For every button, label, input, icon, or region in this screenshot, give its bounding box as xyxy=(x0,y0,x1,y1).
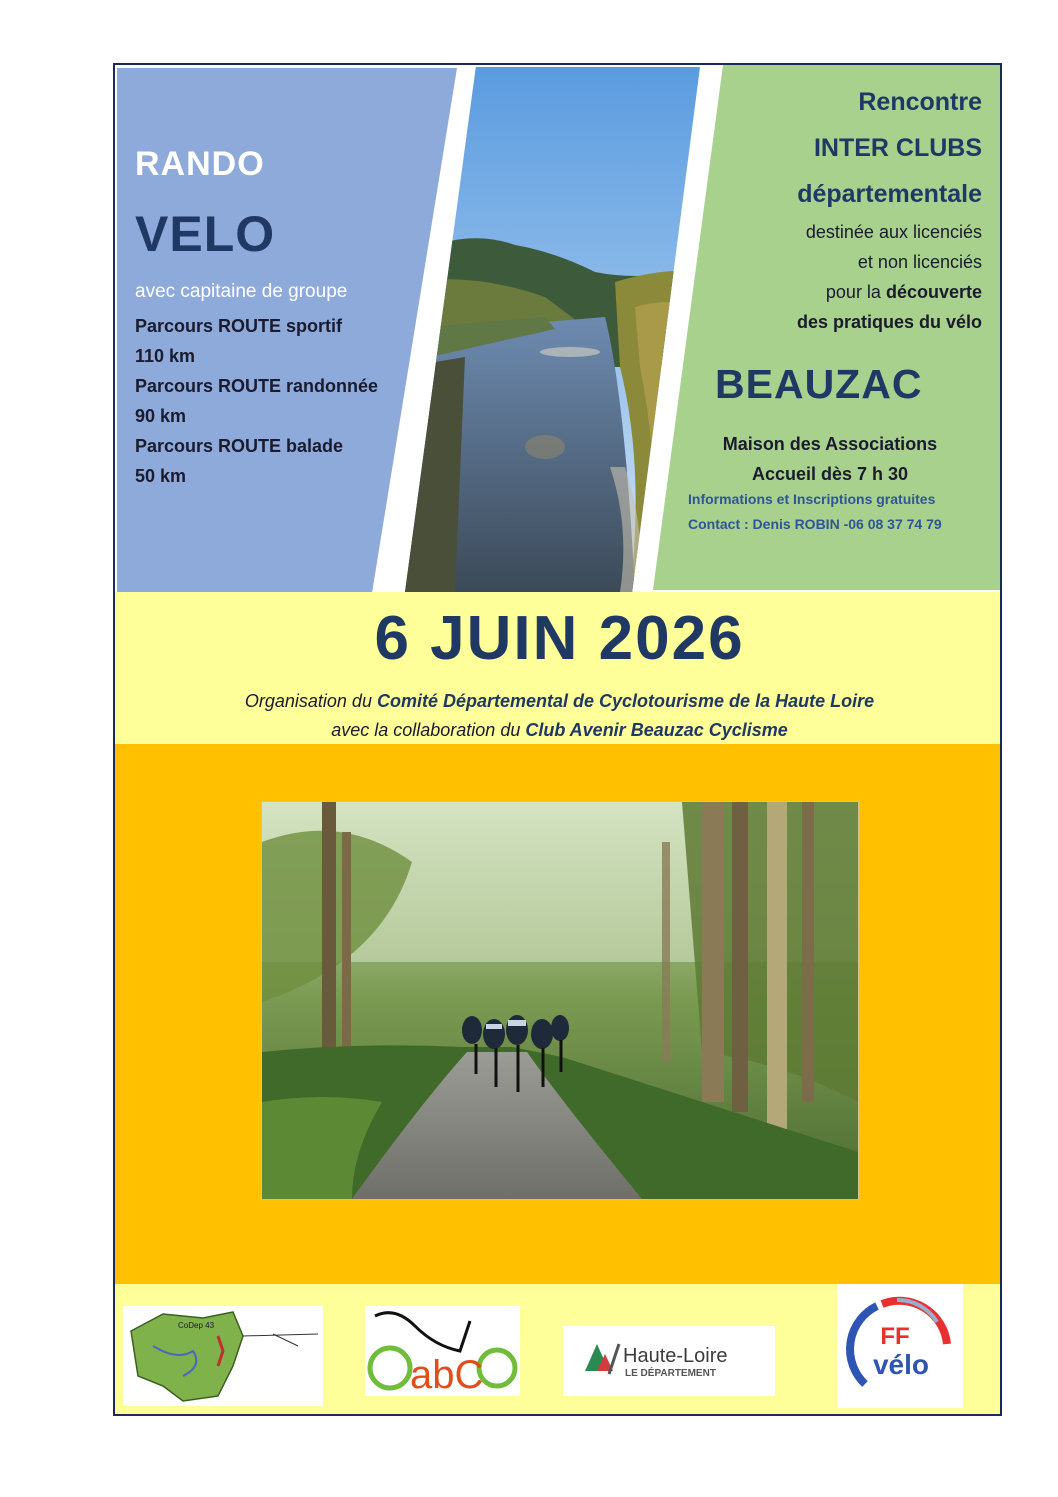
rencontre-heading: Rencontre xyxy=(858,88,982,116)
ffvelo-ff-text: FF xyxy=(880,1323,910,1350)
flyer-frame xyxy=(113,63,1002,1416)
haute-loire-sub: LE DÉPARTEMENT xyxy=(625,1368,716,1379)
organiser-prefix: Organisation du xyxy=(244,691,377,711)
ffvelo-logo xyxy=(837,1284,963,1408)
river-photo xyxy=(405,67,700,592)
ffvelo-emblem-icon xyxy=(837,1284,963,1408)
route-item: 50 km xyxy=(135,466,187,486)
inter-clubs-heading: INTER CLUBS xyxy=(813,134,982,162)
velo-heading: VELO xyxy=(135,206,276,262)
group-captain-text: avec capitaine de groupe xyxy=(135,281,348,302)
venue-details xyxy=(675,429,985,489)
haute-loire-text: Haute-Loire xyxy=(623,1345,728,1367)
collaboration-line xyxy=(115,716,1002,745)
departementale-heading: départementale xyxy=(797,180,982,208)
venue-name: Maison des Associations xyxy=(722,434,938,454)
route-item: Parcours ROUTE randonnée xyxy=(135,376,379,396)
cabc-text: abC xyxy=(410,1353,484,1396)
event-date: 6 JUIN 2026 xyxy=(374,604,745,673)
location-heading: BEAUZAC xyxy=(715,361,923,407)
audience-line: destinée aux licenciés xyxy=(805,222,982,242)
organiser-text xyxy=(115,687,1002,745)
event-description xyxy=(797,79,982,337)
audience-line: et non licenciés xyxy=(857,252,982,272)
haute-loire-mountain-icon xyxy=(563,1326,775,1396)
codep-logo xyxy=(123,1306,323,1406)
discovery-line xyxy=(797,277,982,307)
cyclists-photo xyxy=(261,801,859,1200)
discovery-word: découverte xyxy=(885,282,982,302)
collaboration-prefix: avec la collaboration du xyxy=(331,720,526,740)
rando-heading: RANDO xyxy=(135,145,265,183)
registration-info: Informations et Inscriptions gratuites xyxy=(688,491,936,507)
route-list xyxy=(135,311,378,491)
contact-info xyxy=(688,487,942,537)
route-item: 90 km xyxy=(135,406,187,426)
discovery-prefix: pour la xyxy=(825,282,886,302)
organiser-line xyxy=(115,687,1002,716)
river-photo-image xyxy=(405,67,700,592)
codep-map-icon xyxy=(123,1306,323,1406)
ffvelo-velo-text: vélo xyxy=(872,1349,930,1380)
collaboration-name: Club Avenir Beauzac Cyclisme xyxy=(525,720,788,740)
cyclists-photo-image xyxy=(262,802,858,1199)
practices-line: des pratiques du vélo xyxy=(796,312,982,332)
route-item: Parcours ROUTE sportif xyxy=(135,316,343,336)
reception-time: Accueil dès 7 h 30 xyxy=(751,464,909,484)
organiser-name: Comité Départemental de Cyclotourisme de la Haute Loire xyxy=(376,691,875,711)
haute-loire-logo xyxy=(563,1326,775,1396)
cabc-logo xyxy=(365,1306,520,1396)
contact-line: Contact : Denis ROBIN -06 08 37 74 79 xyxy=(688,516,942,532)
cyclist-logo-icon xyxy=(365,1306,520,1396)
codep-text: CoDep 43 xyxy=(178,1321,215,1330)
route-item: 110 km xyxy=(135,346,196,366)
route-item: Parcours ROUTE balade xyxy=(135,436,344,456)
